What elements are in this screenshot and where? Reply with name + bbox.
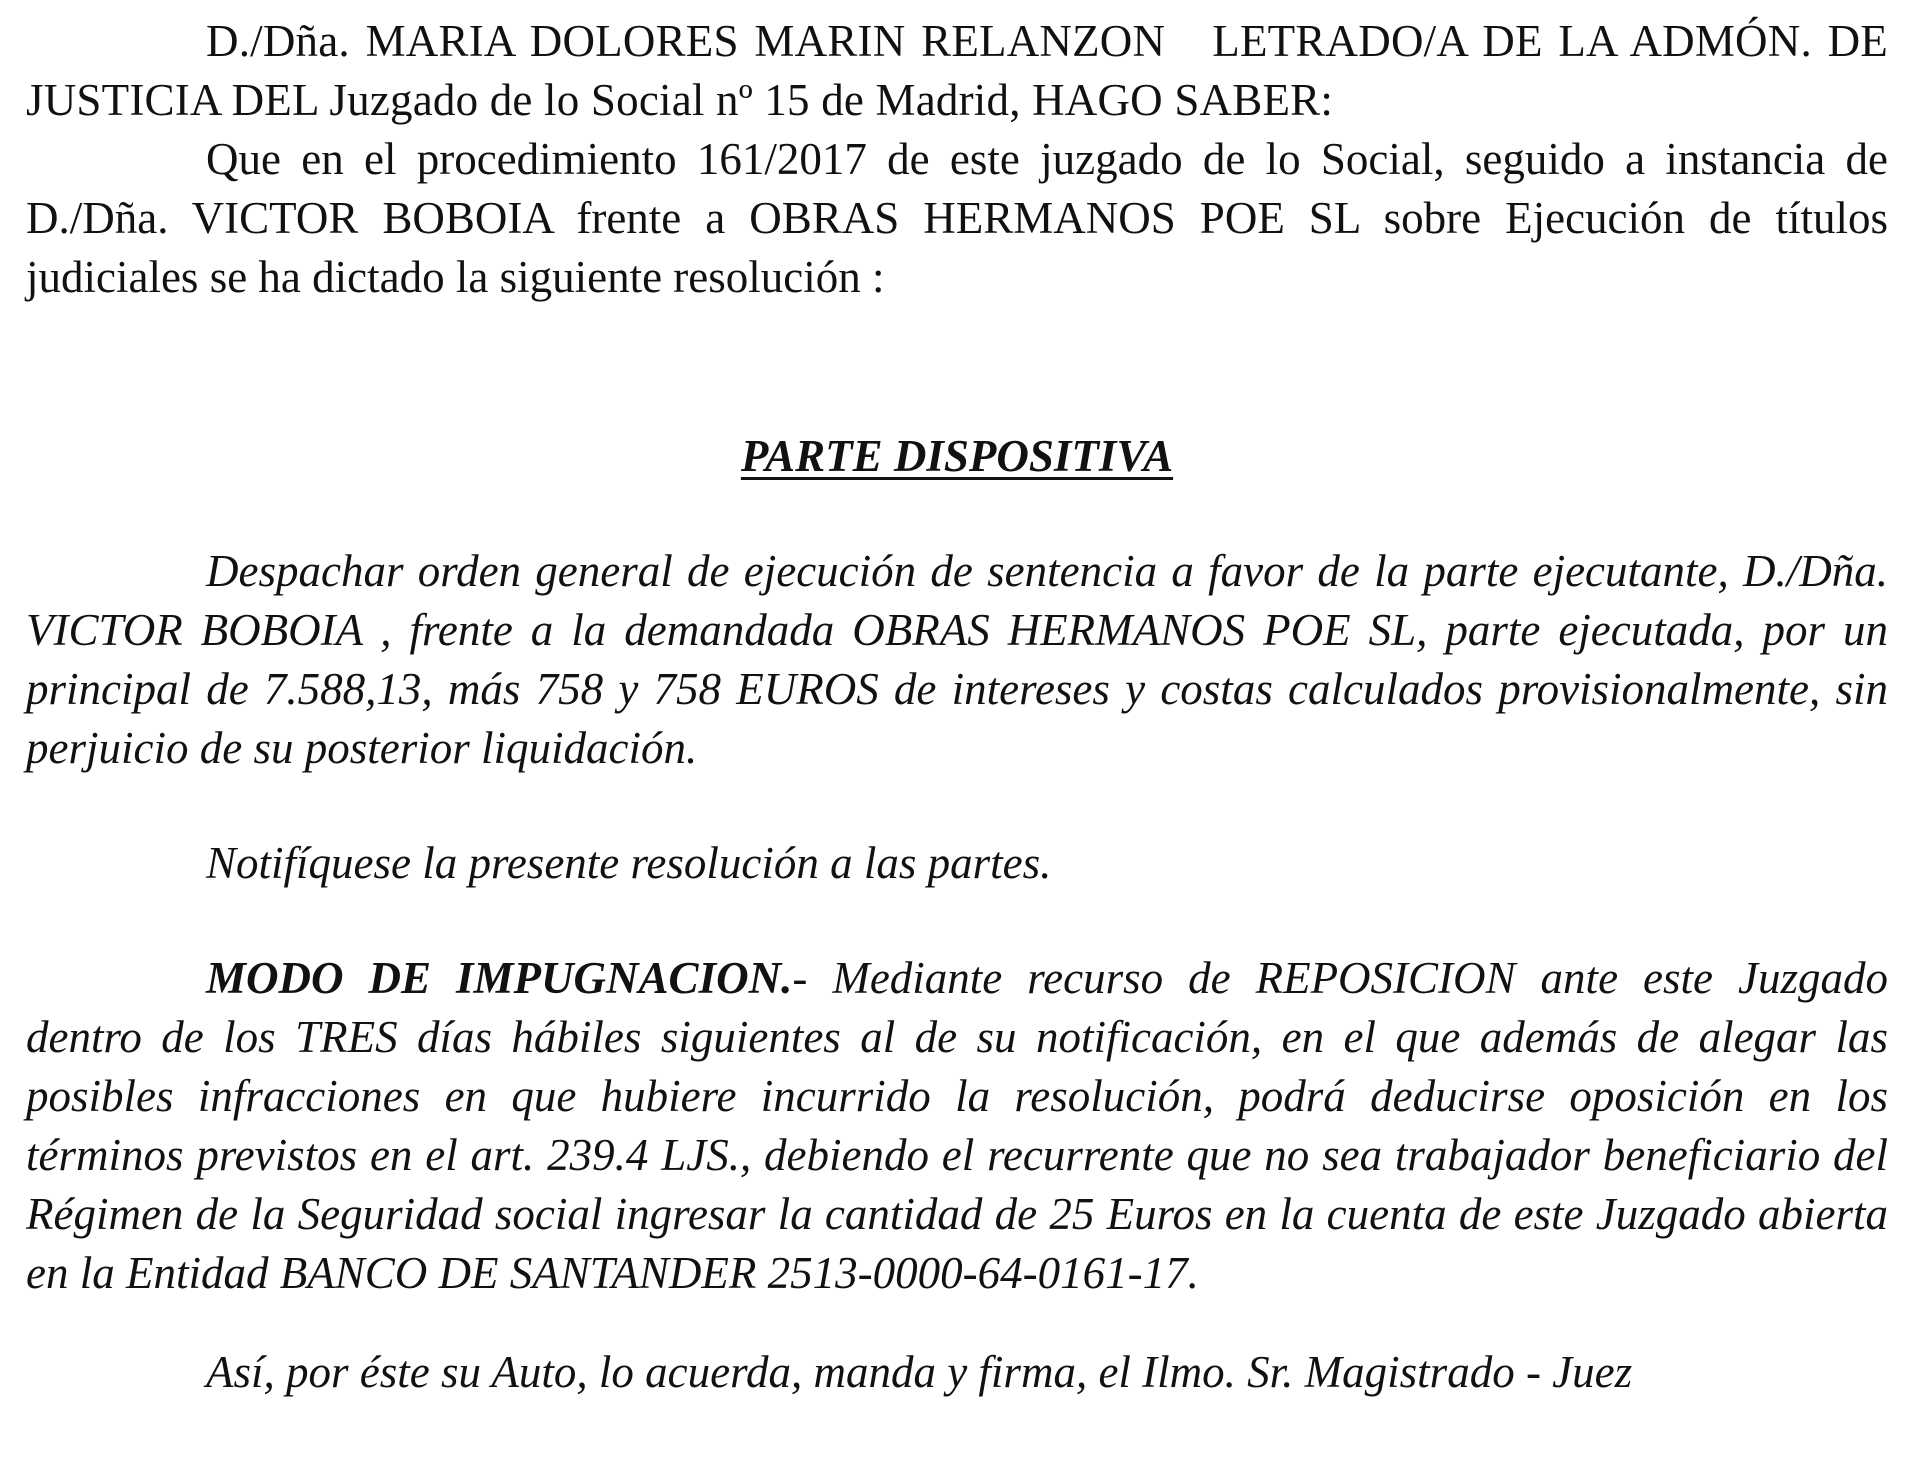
closing-paragraph: Así, por éste su Auto, lo acuerda, manda y firma, el Ilmo. Sr. Magistrado - Juez	[206, 1347, 1633, 1397]
section-heading: PARTE DISPOSITIVA	[740, 431, 1174, 481]
appeal-paragraph	[26, 949, 1888, 1303]
document-page	[26, 12, 1888, 1402]
intro-paragraph	[26, 12, 1888, 130]
dispositive-paragraph: Despachar orden general de ejecución de sentencia a favor de la parte ejecutante, D./Dña. VICTOR BOBOIA , frente a la demandada OBRAS HERMANOS POE SL, parte ejecutada, por un principal de 7.588,13, más 758 y 758 EUROS de intereses y costas calculados provisionalmente, sin perjuicio de su posterior liquidación.	[26, 546, 1888, 773]
appeal-text: - Mediante recurso de REPOSICION ante este Juzgado dentro de los TRES días hábiles siguientes al de su notificación, en el que además de alegar las posibles infracciones en que hubiere incurrido la resolución, podrá deducirse oposición en los términos previstos en el art. 239.4 LJS., debiendo el recurrente que no sea trabajador beneficiario del Régimen de la Seguridad social ingresar la cantidad de 25 Euros en la cuenta de este Juzgado abierta en la Entidad BANCO DE SANTANDER 2513-0000-64-0161-17.	[26, 953, 1889, 1298]
appeal-label: MODO DE IMPUGNACION.	[206, 953, 793, 1003]
procedure-paragraph: Que en el procedimiento 161/2017 de este juzgado de lo Social, seguido a instancia de D./Dña. VICTOR BOBOIA frente a OBRAS HERMANOS POE SL sobre Ejecución de títulos judiciales se ha dictado la siguiente resolución :	[26, 134, 1888, 302]
secretary-name: D./Dña. MARIA DOLORES MARIN RELANZON	[206, 16, 1166, 66]
secretary-role: LETRADO/A DE LA ADMÓN. DE JUSTICIA DEL Juzgado de lo Social nº 15 de Madrid, HAGO SABER:	[26, 16, 1888, 125]
notification-paragraph: Notifíquese la presente resolución a las partes.	[206, 838, 1052, 888]
